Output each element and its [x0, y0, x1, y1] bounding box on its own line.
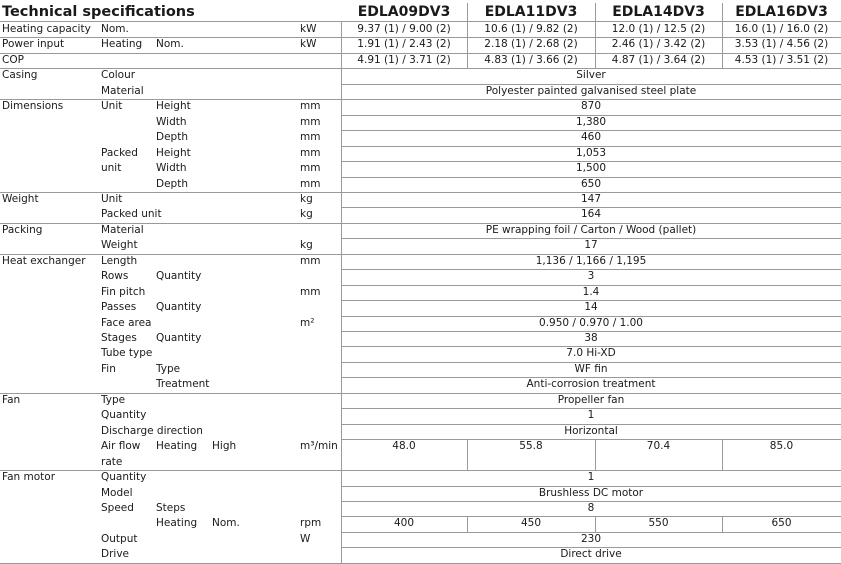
unit-label: mm: [300, 100, 321, 113]
row-divider: [341, 408, 841, 409]
row-label: Material: [101, 84, 144, 97]
unit-label: kg: [300, 208, 313, 221]
column-divider: [595, 37, 596, 52]
row-label: Power input: [2, 38, 65, 51]
shared-value: 17: [584, 239, 598, 252]
row-label: Weight: [2, 192, 39, 205]
row-label: Casing: [2, 69, 38, 82]
row-label: Quantity: [156, 270, 202, 283]
column-divider: [595, 53, 596, 68]
unit-label: mm: [300, 115, 321, 128]
column-divider: [595, 439, 596, 470]
shared-value: 3: [587, 270, 595, 283]
unit-label: kW: [300, 38, 317, 51]
row-divider: [341, 238, 841, 239]
model-value: 650: [771, 517, 792, 530]
unit-label: mm: [300, 254, 321, 267]
shared-value: 1,053: [575, 146, 607, 159]
column-divider: [722, 37, 723, 52]
column-divider: [467, 22, 468, 37]
row-label: Fan: [2, 393, 21, 406]
shared-value: Brushless DC motor: [538, 486, 644, 499]
shared-value: Horizontal: [564, 424, 618, 437]
row-label: Nom.: [156, 38, 184, 51]
row-divider: [341, 547, 841, 548]
shared-value: Propeller fan: [557, 393, 625, 406]
row-label: Tube type: [101, 347, 153, 360]
row-divider: [341, 115, 841, 116]
column-divider: [595, 22, 596, 37]
model-value: 2.46 (1) / 3.42 (2): [611, 38, 706, 51]
column-divider: [595, 516, 596, 531]
row-divider: [341, 84, 841, 85]
row-label: Rows: [101, 270, 129, 283]
row-label: Fin pitch: [101, 285, 146, 298]
row-divider: [0, 254, 841, 255]
row-label: Unit: [101, 100, 123, 113]
row-label: Fan motor: [2, 471, 56, 484]
row-label: Air flow: [101, 440, 141, 453]
row-label: Heating: [156, 440, 198, 453]
model-value: 85.0: [769, 440, 794, 453]
row-label: Stages: [101, 332, 137, 344]
shared-value: 870: [580, 100, 602, 113]
unit-label: mm: [300, 177, 321, 190]
model-value: 4.91 (1) / 3.71 (2): [357, 53, 451, 66]
row-label: Quantity: [156, 301, 202, 314]
row-label: Width: [156, 162, 187, 175]
shared-value: 8: [587, 501, 595, 514]
unit-label: kW: [300, 23, 317, 35]
row-divider: [341, 346, 841, 347]
shared-value: 230: [580, 532, 602, 545]
row-divider: [341, 486, 841, 487]
row-divider: [341, 269, 841, 270]
model-value: 400: [393, 517, 415, 530]
model-value: 4.53 (1) / 3.51 (2): [734, 53, 829, 66]
row-divider: [341, 516, 841, 517]
row-label: Weight: [101, 239, 138, 252]
row-label: Heat exchanger: [2, 254, 86, 267]
model-header: EDLA11DV3: [484, 4, 578, 20]
row-label: Width: [156, 115, 187, 128]
unit-label: rpm: [300, 517, 322, 530]
row-label: Depth: [156, 131, 188, 144]
row-label: Type: [156, 362, 181, 375]
shared-value: 1.4: [582, 285, 600, 298]
row-label: Heating: [101, 38, 143, 51]
row-divider: [341, 177, 841, 178]
row-divider: [341, 316, 841, 317]
model-value: 48.0: [392, 440, 416, 453]
model-value: 4.87 (1) / 3.64 (2): [611, 53, 706, 66]
row-label: Heating capacity: [2, 23, 91, 35]
model-header: EDLA09DV3: [357, 4, 451, 20]
table-title: Technical specifications: [2, 4, 195, 20]
row-label: Height: [156, 146, 191, 159]
shared-value: Silver: [576, 69, 606, 82]
row-label: Height: [156, 100, 191, 113]
model-value: 1.91 (1) / 2.43 (2): [357, 38, 451, 51]
row-divider: [0, 37, 841, 38]
row-label: Heating: [156, 517, 198, 530]
row-label: Unit: [101, 192, 123, 205]
column-divider: [341, 21, 342, 563]
row-label: Model: [101, 486, 133, 499]
model-header: EDLA14DV3: [612, 4, 705, 20]
model-value: 450: [520, 517, 542, 530]
row-divider: [0, 99, 841, 100]
column-divider: [467, 439, 468, 470]
row-divider: [341, 532, 841, 533]
model-header: EDLA16DV3: [735, 4, 828, 20]
row-divider: [0, 223, 841, 224]
shared-value: 1: [587, 409, 595, 422]
row-divider: [341, 130, 841, 131]
row-divider: [341, 285, 841, 286]
unit-label: mm: [300, 131, 321, 144]
row-divider: [341, 300, 841, 301]
row-label: Length: [101, 254, 138, 267]
column-divider: [722, 53, 723, 68]
unit-label: mm: [300, 146, 321, 159]
row-label: Nom.: [212, 517, 240, 530]
row-divider: [341, 377, 841, 378]
row-label: High: [212, 440, 237, 453]
column-divider: [467, 516, 468, 531]
model-value: 550: [648, 517, 669, 530]
shared-value: 0.950 / 0.970 / 1.00: [539, 316, 643, 329]
row-label: COP: [2, 53, 24, 66]
shared-value: WF fin: [574, 362, 608, 375]
row-label: rate: [101, 455, 123, 468]
model-value: 10.6 (1) / 9.82 (2): [484, 23, 578, 35]
row-divider: [341, 161, 841, 162]
row-divider: [341, 331, 841, 332]
column-divider: [722, 516, 723, 531]
shared-value: Polyester painted galvanised steel plate: [485, 84, 697, 97]
shared-value: 1,500: [575, 162, 607, 175]
model-value: 3.53 (1) / 4.56 (2): [734, 38, 829, 51]
model-value: 12.0 (1) / 12.5 (2): [611, 23, 706, 35]
row-label: Output: [101, 532, 138, 545]
row-label: Colour: [101, 69, 136, 82]
row-label: Quantity: [101, 409, 147, 422]
row-label: Depth: [156, 177, 188, 190]
row-label: Drive: [101, 548, 129, 561]
model-value: 2.18 (1) / 2.68 (2): [484, 38, 578, 51]
row-label: Speed: [101, 501, 134, 514]
row-divider: [0, 192, 841, 193]
model-value: 4.83 (1) / 3.66 (2): [484, 53, 578, 66]
row-label: Treatment: [156, 378, 210, 391]
column-divider: [722, 439, 723, 470]
column-divider: [595, 3, 596, 21]
row-divider: [0, 470, 841, 471]
column-divider: [467, 53, 468, 68]
row-divider: [341, 207, 841, 208]
shared-value: Direct drive: [560, 548, 622, 561]
row-label: Material: [101, 223, 144, 236]
shared-value: 7.0 Hi-XD: [566, 347, 616, 360]
row-divider: [0, 53, 841, 54]
shared-value: PE wrapping foil / Carton / Wood (pallet): [485, 223, 697, 236]
unit-label: W: [300, 532, 311, 545]
unit-label: kg: [300, 192, 313, 205]
row-divider: [341, 501, 841, 502]
unit-label: kg: [300, 239, 313, 252]
shared-value: 460: [580, 131, 602, 144]
row-divider: [0, 393, 841, 394]
row-divider: [341, 146, 841, 147]
shared-value: 164: [580, 208, 602, 221]
row-label: Packed unit: [101, 208, 162, 221]
shared-value: 650: [580, 177, 602, 190]
row-divider: [341, 439, 841, 440]
unit-label: mm: [300, 285, 321, 298]
row-label: Quantity: [156, 332, 202, 344]
model-value: 16.0 (1) / 16.0 (2): [734, 23, 829, 35]
row-label: Dimensions: [2, 100, 64, 113]
shared-value: 147: [580, 192, 602, 205]
unit-label: m²: [300, 316, 315, 329]
unit-label: m³/min: [300, 440, 338, 453]
row-label: Type: [101, 393, 126, 406]
shared-value: Anti-corrosion treatment: [526, 378, 656, 391]
model-value: 9.37 (1) / 9.00 (2): [357, 23, 451, 35]
row-label: Passes: [101, 301, 137, 314]
row-label: Discharge direction: [101, 424, 203, 437]
row-divider: [0, 68, 841, 69]
row-label: unit: [101, 162, 122, 175]
shared-value: 1,380: [575, 115, 607, 128]
row-label: Packing: [2, 223, 43, 236]
row-divider: [341, 362, 841, 363]
row-label: Steps: [156, 501, 186, 514]
row-label: Face area: [101, 316, 152, 329]
row-label: Packed: [101, 146, 138, 159]
column-divider: [722, 3, 723, 21]
model-value: 55.8: [519, 440, 543, 453]
model-value: 70.4: [646, 440, 671, 453]
row-label: Nom.: [101, 23, 129, 35]
shared-value: 14: [584, 301, 598, 314]
shared-value: 1,136 / 1,166 / 1,195: [535, 254, 647, 267]
shared-value: 38: [584, 332, 598, 344]
row-divider: [341, 424, 841, 425]
column-divider: [467, 37, 468, 52]
column-divider: [722, 22, 723, 37]
row-label: Fin: [101, 362, 116, 375]
column-divider: [467, 3, 468, 21]
shared-value: 1: [587, 471, 595, 484]
row-label: Quantity: [101, 471, 147, 484]
unit-label: mm: [300, 162, 321, 175]
